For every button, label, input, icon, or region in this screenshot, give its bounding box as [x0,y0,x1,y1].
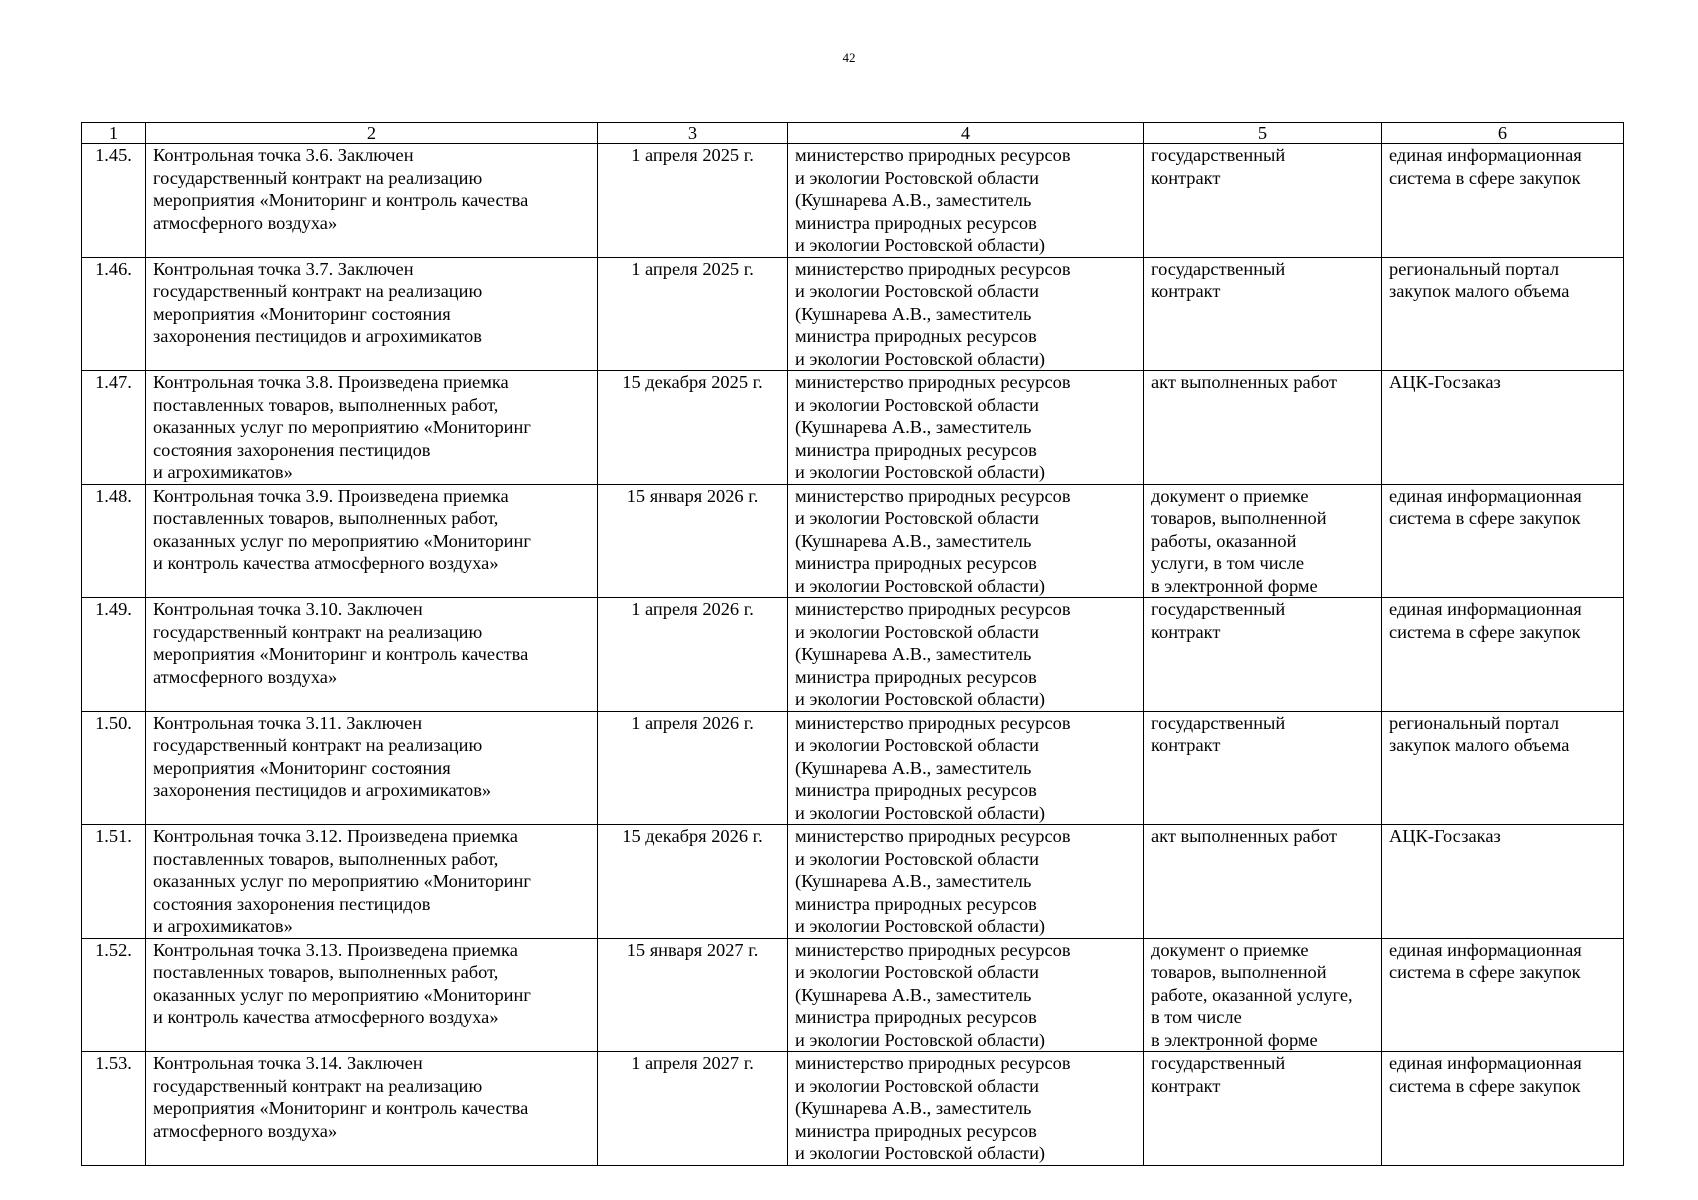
responsible-party-line: (Кушнарева А.В., заместитель [795,1098,1032,1118]
control-point-description-line: и контроль качества атмосферного воздуха» [153,1007,499,1027]
control-point-description-cell [146,144,598,258]
responsible-party-line: и экологии Ростовской области) [795,348,1046,369]
confirming-document-cell [1144,144,1382,258]
confirming-document-line: документ о приемке [1151,485,1309,506]
information-system-line: система в сфере закупок [1389,962,1581,982]
table-header-row [82,123,1624,144]
deadline-date-cell: 15 декабря 2025 г. [598,371,788,485]
deadline-date-cell: 15 января 2026 г. [598,484,788,598]
confirming-document-line: акт выполненных работ [1151,826,1338,846]
responsible-party-line: и экологии Ростовской области [795,281,1039,301]
control-point-description-line: государственный контракт на реализацию [153,735,483,755]
deadline-date-cell: 1 апреля 2027 г. [598,1052,788,1166]
confirming-document-line: услуги, в том числе [1151,553,1305,573]
confirming-document-line: документ о приемке [1151,939,1309,960]
responsible-party-cell [788,1052,1144,1166]
control-point-description-line: государственный контракт на реализацию [153,167,483,188]
control-point-description-cell [146,1052,598,1166]
confirming-document-line: государственный [1151,712,1286,733]
responsible-party-cell [788,711,1144,825]
control-point-description-line: и контроль качества атмосферного воздуха» [153,553,499,573]
control-point-description-line: Контрольная точка 3.6. Заключен [153,145,414,165]
table-row [82,257,1624,371]
information-system-cell [1382,598,1624,712]
responsible-party-line: министра природных ресурсов [795,439,1037,460]
table-row [82,938,1624,1052]
table-row [82,598,1624,712]
confirming-document-line: товаров, выполненной [1151,962,1327,982]
responsible-party-line: (Кушнарева А.В., заместитель [795,417,1032,437]
control-point-description-line: захоронения пестицидов и агрохимикатов [153,326,482,346]
information-system-cell [1382,144,1624,258]
control-point-description-line: поставленных товаров, выполненных работ, [153,394,499,415]
confirming-document-line: акт выполненных работ [1151,372,1338,392]
responsible-party-cell [788,825,1144,939]
confirming-document-line: в том числе [1151,1007,1242,1027]
deadline-date-cell: 1 апреля 2026 г. [598,711,788,825]
confirming-document-line: государственный [1151,145,1286,165]
control-point-description-line: государственный контракт на реализацию [153,281,483,301]
control-point-description-line: оказанных услуг по мероприятию «Мониторинг [153,984,531,1005]
confirming-document-line: работе, оказанной услуге, [1151,984,1353,1005]
control-point-description-cell [146,371,598,485]
control-point-description-line: состояния захоронения пестицидов [153,893,431,914]
control-point-description-line: Контрольная точка 3.10. Заключен [153,599,423,619]
control-point-description-line: и агрохимикатов» [153,462,293,482]
control-point-description-line: атмосферного воздуха» [153,666,338,687]
row-number-cell: 1.48. [82,484,146,598]
control-point-description-line: мероприятия «Мониторинг и контроль качества [153,1098,529,1118]
control-point-description-line: мероприятия «Мониторинг состояния [153,757,451,778]
control-point-description-cell [146,257,598,371]
information-system-cell [1382,257,1624,371]
row-number-cell: 1.49. [82,598,146,712]
information-system-line: АЦК-Госзаказ [1389,372,1501,392]
control-point-description-line: мероприятия «Мониторинг и контроль качества [153,644,529,664]
responsible-party-cell [788,144,1144,258]
control-point-description-line: поставленных товаров, выполненных работ, [153,962,499,982]
information-system-cell [1382,371,1624,485]
responsible-party-line: и экологии Ростовской области) [795,235,1046,255]
information-system-line: единая информационная [1389,145,1582,165]
control-point-description-line: Контрольная точка 3.9. Произведена приемка [153,485,509,506]
row-number-cell: 1.46. [82,257,146,371]
control-point-description-line: Контрольная точка 3.13. Произведена приемка [153,939,518,960]
deadline-date-cell: 1 апреля 2026 г. [598,598,788,712]
information-system-cell [1382,1052,1624,1166]
responsible-party-line: министра природных ресурсов [795,780,1037,800]
responsible-party-line: (Кушнарева А.В., заместитель [795,644,1032,664]
responsible-party-line: и экологии Ростовской области) [795,916,1046,936]
confirming-document-cell [1144,257,1382,371]
responsible-party-line: и экологии Ростовской области [795,621,1039,642]
table-body [82,144,1624,1166]
control-point-description-line: и агрохимикатов» [153,916,293,936]
row-number-cell: 1.52. [82,938,146,1052]
confirming-document-line: контракт [1151,735,1221,755]
responsible-party-line: министерство природных ресурсов [795,826,1071,846]
confirming-document-cell [1144,484,1382,598]
information-system-line: закупок малого объема [1389,735,1570,755]
table-row [82,1052,1624,1166]
responsible-party-line: министра природных ресурсов [795,893,1037,914]
column-header-3: 3 [598,123,788,144]
responsible-party-cell [788,938,1144,1052]
column-header-2: 2 [146,123,598,144]
responsible-party-line: (Кушнарева А.В., заместитель [795,757,1032,778]
responsible-party-line: (Кушнарева А.В., заместитель [795,871,1032,891]
responsible-party-line: и экологии Ростовской области [795,508,1039,528]
information-system-cell [1382,825,1624,939]
responsible-party-cell [788,598,1144,712]
responsible-party-line: (Кушнарева А.В., заместитель [795,984,1032,1005]
table-row [82,825,1624,939]
control-point-description-line: государственный контракт на реализацию [153,621,483,642]
responsible-party-cell [788,257,1144,371]
column-header-4: 4 [788,123,1144,144]
responsible-party-line: (Кушнарева А.В., заместитель [795,303,1032,324]
information-system-line: единая информационная [1389,599,1582,619]
row-number-cell: 1.53. [82,1052,146,1166]
control-point-description-line: оказанных услуг по мероприятию «Мониторинг [153,871,531,891]
confirming-document-cell [1144,825,1382,939]
responsible-party-cell [788,484,1144,598]
information-system-line: АЦК-Госзаказ [1389,826,1501,846]
page-number: 42 [842,50,856,65]
responsible-party-line: министра природных ресурсов [795,212,1037,233]
row-number-cell: 1.45. [82,144,146,258]
confirming-document-line: работы, оказанной [1151,530,1297,551]
control-point-description-line: оказанных услуг по мероприятию «Мониторинг [153,530,531,551]
responsible-party-line: и экологии Ростовской области) [795,575,1046,596]
information-system-cell [1382,484,1624,598]
responsible-party-line: и экологии Ростовской области [795,1075,1039,1096]
column-header-6: 6 [1382,123,1624,144]
control-point-description-cell [146,711,598,825]
table-row [82,484,1624,598]
deadline-date-cell: 1 апреля 2025 г. [598,144,788,258]
confirming-document-line: государственный [1151,599,1286,619]
column-header-5: 5 [1144,123,1382,144]
responsible-party-line: министра природных ресурсов [795,666,1037,687]
deadline-date-cell: 15 января 2027 г. [598,938,788,1052]
responsible-party-cell [788,371,1144,485]
control-point-description-line: Контрольная точка 3.7. Заключен [153,258,414,279]
information-system-line: региональный портал [1389,258,1560,279]
responsible-party-line: (Кушнарева А.В., заместитель [795,530,1032,551]
responsible-party-line: министерство природных ресурсов [795,145,1071,165]
control-point-description-line: мероприятия «Мониторинг и контроль качества [153,190,529,210]
responsible-party-line: и экологии Ростовской области) [795,1029,1046,1050]
responsible-party-line: министра природных ресурсов [795,326,1037,346]
control-point-description-cell [146,825,598,939]
responsible-party-line: министерство природных ресурсов [795,372,1071,392]
responsible-party-line: и экологии Ростовской области [795,735,1039,755]
deadline-date-cell: 15 декабря 2026 г. [598,825,788,939]
responsible-party-line: и экологии Ростовской области [795,394,1039,415]
table-row [82,144,1624,258]
table-row [82,711,1624,825]
control-point-description-line: государственный контракт на реализацию [153,1075,483,1096]
control-point-description-line: Контрольная точка 3.14. Заключен [153,1053,423,1073]
confirming-document-cell [1144,711,1382,825]
confirming-document-line: контракт [1151,621,1221,642]
responsible-party-line: и экологии Ростовской области [795,962,1039,982]
control-point-description-line: Контрольная точка 3.11. Заключен [153,712,423,733]
information-system-line: система в сфере закупок [1389,508,1581,528]
responsible-party-line: и экологии Ростовской области) [795,802,1046,823]
confirming-document-cell [1144,371,1382,485]
confirming-document-line: товаров, выполненной [1151,508,1327,528]
information-system-line: единая информационная [1389,1053,1582,1073]
confirming-document-line: контракт [1151,1075,1221,1096]
control-point-description-line: атмосферного воздуха» [153,1120,338,1141]
control-points-table [81,122,1624,1166]
confirming-document-cell [1144,1052,1382,1166]
responsible-party-line: министерство природных ресурсов [795,939,1071,960]
row-number-cell: 1.47. [82,371,146,485]
control-point-description-cell [146,598,598,712]
confirming-document-line: контракт [1151,167,1221,188]
confirming-document-line: государственный [1151,1053,1286,1073]
responsible-party-line: министерство природных ресурсов [795,485,1071,506]
control-point-description-line: атмосферного воздуха» [153,212,338,233]
control-point-description-cell [146,484,598,598]
control-point-description-line: Контрольная точка 3.12. Произведена приемка [153,826,518,846]
responsible-party-line: министерство природных ресурсов [795,1053,1071,1073]
confirming-document-cell [1144,938,1382,1052]
information-system-line: система в сфере закупок [1389,1075,1581,1096]
control-point-description-line: Контрольная точка 3.8. Произведена приемка [153,372,509,392]
confirming-document-line: государственный [1151,258,1286,279]
responsible-party-line: министерство природных ресурсов [795,258,1071,279]
responsible-party-line: министра природных ресурсов [795,1007,1037,1027]
responsible-party-line: министра природных ресурсов [795,1120,1037,1141]
responsible-party-line: (Кушнарева А.В., заместитель [795,190,1032,210]
responsible-party-line: министерство природных ресурсов [795,599,1071,619]
row-number-cell: 1.51. [82,825,146,939]
responsible-party-line: и экологии Ростовской области [795,167,1039,188]
responsible-party-line: и экологии Ростовской области [795,848,1039,869]
responsible-party-line: и экологии Ростовской области) [795,1143,1046,1163]
row-number-cell: 1.50. [82,711,146,825]
confirming-document-line: в электронной форме [1151,575,1318,596]
control-point-description-line: захоронения пестицидов и агрохимикатов» [153,780,492,800]
information-system-line: система в сфере закупок [1389,621,1581,642]
column-header-1: 1 [82,123,146,144]
control-point-description-line: поставленных товаров, выполненных работ, [153,848,499,869]
information-system-line: единая информационная [1389,485,1582,506]
control-point-description-line: состояния захоронения пестицидов [153,439,431,460]
table-row [82,371,1624,485]
responsible-party-line: и экологии Ростовской области) [795,689,1046,709]
confirming-document-line: в электронной форме [1151,1029,1318,1050]
deadline-date-cell: 1 апреля 2025 г. [598,257,788,371]
confirming-document-line: контракт [1151,281,1221,301]
information-system-cell [1382,711,1624,825]
control-point-description-line: мероприятия «Мониторинг состояния [153,303,451,324]
information-system-line: региональный портал [1389,712,1560,733]
information-system-line: система в сфере закупок [1389,167,1581,188]
control-point-description-line: поставленных товаров, выполненных работ, [153,508,499,528]
information-system-line: закупок малого объема [1389,281,1570,301]
responsible-party-line: министерство природных ресурсов [795,712,1071,733]
responsible-party-line: министра природных ресурсов [795,553,1037,573]
responsible-party-line: и экологии Ростовской области) [795,462,1046,482]
confirming-document-cell [1144,598,1382,712]
control-point-description-line: оказанных услуг по мероприятию «Мониторинг [153,417,531,437]
information-system-cell [1382,938,1624,1052]
information-system-line: единая информационная [1389,939,1582,960]
control-point-description-cell [146,938,598,1052]
